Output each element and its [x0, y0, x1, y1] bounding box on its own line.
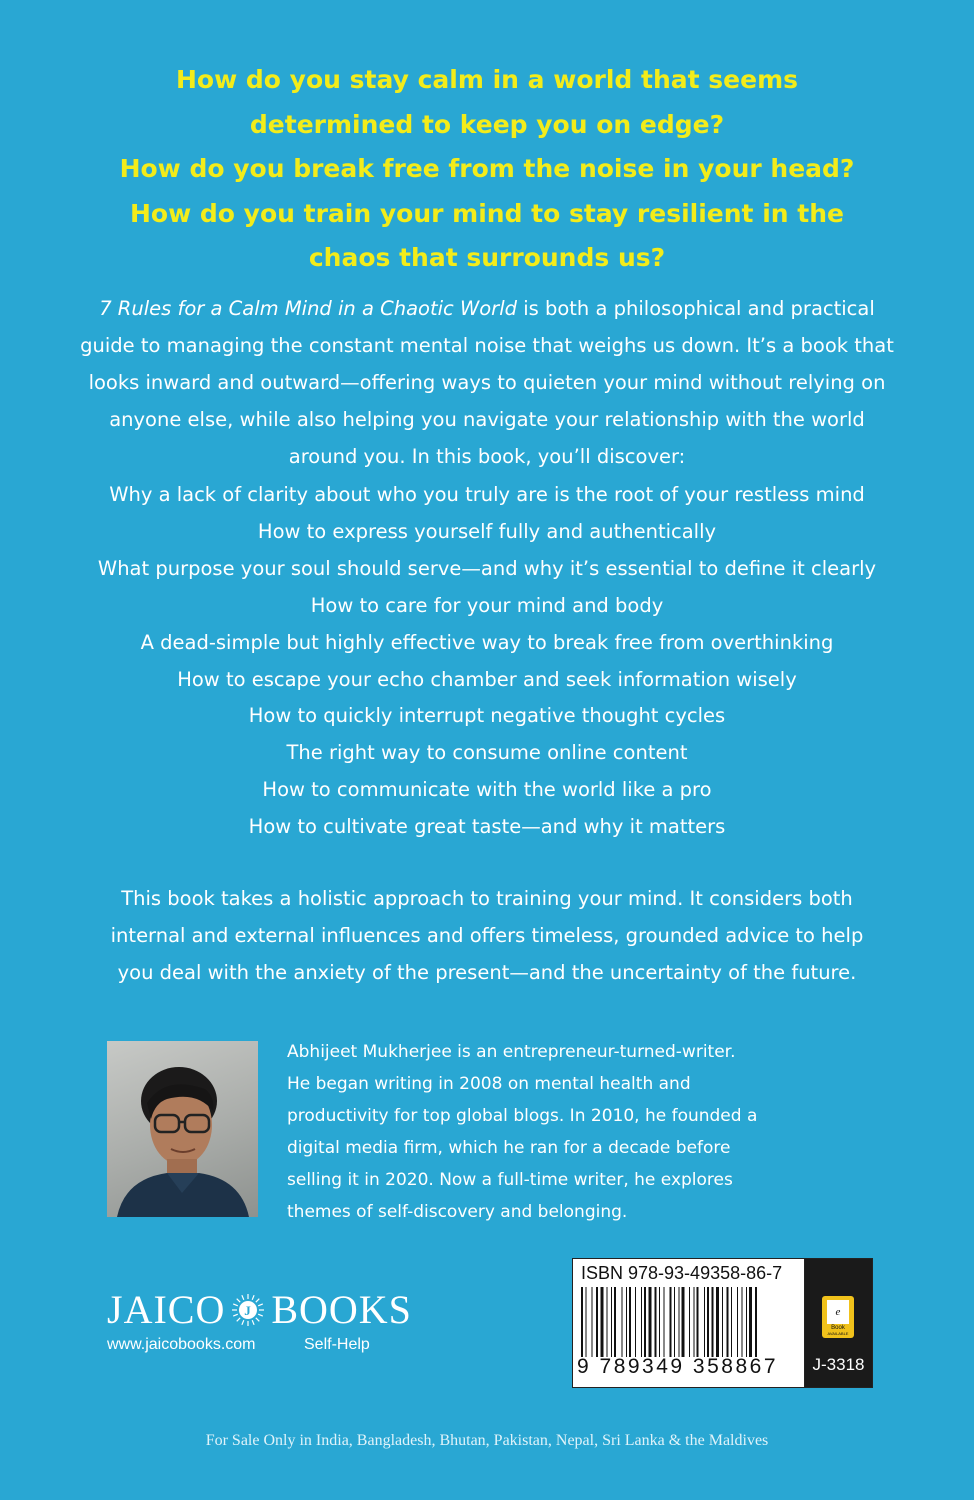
book-title: 7 Rules for a Calm Mind in a Chaotic World [99, 297, 517, 320]
list-item: How to express yourself fully and authentically [257, 519, 717, 543]
bio-line: Abhijeet Mukherjee is an entrepreneur-turned-writer. [287, 1042, 736, 1062]
intro-paragraph [70, 290, 904, 475]
questions-block [0, 58, 974, 281]
isbn-barcode [572, 1258, 806, 1388]
book-category: Self-Help [304, 1336, 370, 1353]
closing-line: you deal with the anxiety of the present—and the uncertainty of the future. [117, 961, 857, 984]
svg-text:e: e [835, 1306, 841, 1318]
closing-line: internal and external influences and offers timeless, grounded advice to help [110, 924, 864, 947]
isbn-label: ISBN 978-93-49358-86-7 [581, 1263, 783, 1283]
intro-line: looks inward and outward—offering ways to quieten your mind without relying on [88, 371, 886, 394]
question-line: How do you train your mind to stay resilient in the [129, 198, 844, 228]
logo-letter: J [244, 1302, 253, 1318]
author-bio [287, 1036, 767, 1228]
list-item: How to communicate with the world like a pro [262, 778, 712, 802]
intro-line [70, 290, 904, 327]
bio-line: productivity for top global blogs. In 2010, he founded a [287, 1106, 758, 1126]
ebook-available-icon [821, 1295, 855, 1339]
intro-line: guide to managing the constant mental noise that weighs us down. It’s a book that [80, 334, 894, 357]
catalog-code: J-3318 [812, 1355, 865, 1374]
publisher-logo [107, 1286, 412, 1333]
question-line: chaos that surrounds us? [308, 243, 666, 272]
publisher-name-left: JAICO [107, 1287, 226, 1332]
ebook-label: Book [831, 1325, 845, 1331]
publisher-name-right: BOOKS [271, 1287, 412, 1332]
bio-line: He began writing in 2008 on mental health and [287, 1074, 691, 1094]
list-item: Why a lack of clarity about who you truly are is the root of your restless mind [109, 483, 865, 506]
isbn-digits: 9 789349 358867 [577, 1355, 778, 1378]
list-item: How to quickly interrupt negative thought cycles [248, 704, 726, 728]
publisher-website: www.jaicobooks.com [107, 1336, 256, 1353]
closing-line: This book takes a holistic approach to training your mind. It considers both [121, 887, 853, 910]
bio-line: selling it in 2020. Now a full-time writer, he explores [287, 1170, 733, 1190]
discovery-list [0, 477, 974, 846]
list-item: A dead-simple but highly effective way to break free from overthinking [140, 630, 834, 654]
sun-logo-icon [231, 1293, 265, 1327]
intro-line: anyone else, while also helping you navigate your relationship with the world [109, 408, 865, 431]
bio-line: digital media firm, which he ran for a decade before [287, 1138, 731, 1158]
question-line: How do you break free from the noise in your head? [119, 154, 855, 183]
list-item: How to cultivate great taste—and why it matters [248, 815, 726, 839]
author-portrait-illustration [107, 1041, 258, 1217]
closing-paragraph [60, 880, 914, 991]
intro-line-rest: is both a philosophical and practical [517, 297, 875, 320]
intro-line: around you. In this book, you’ll discover: [288, 445, 686, 468]
list-item: What purpose your soul should serve—and why it’s essential to define it clearly [97, 556, 877, 580]
author-photo [107, 1041, 258, 1217]
barcode-bars [581, 1287, 795, 1357]
list-item: How to care for your mind and body [310, 593, 664, 617]
catalog-code-box [804, 1258, 873, 1388]
sale-territory-notice: For Sale Only in India, Bangladesh, Bhutan, Pakistan, Nepal, Sri Lanka & the Maldives [205, 1432, 769, 1449]
list-item: The right way to consume online content [286, 741, 688, 765]
question-line: determined to keep you on edge? [249, 109, 725, 139]
question-line: How do you stay calm in a world that seems [176, 65, 798, 94]
bio-line: themes of self-discovery and belonging. [287, 1202, 628, 1222]
list-item: How to escape your echo chamber and seek information wisely [177, 667, 797, 691]
ebook-available-label: AVAILABLE [827, 1331, 849, 1336]
